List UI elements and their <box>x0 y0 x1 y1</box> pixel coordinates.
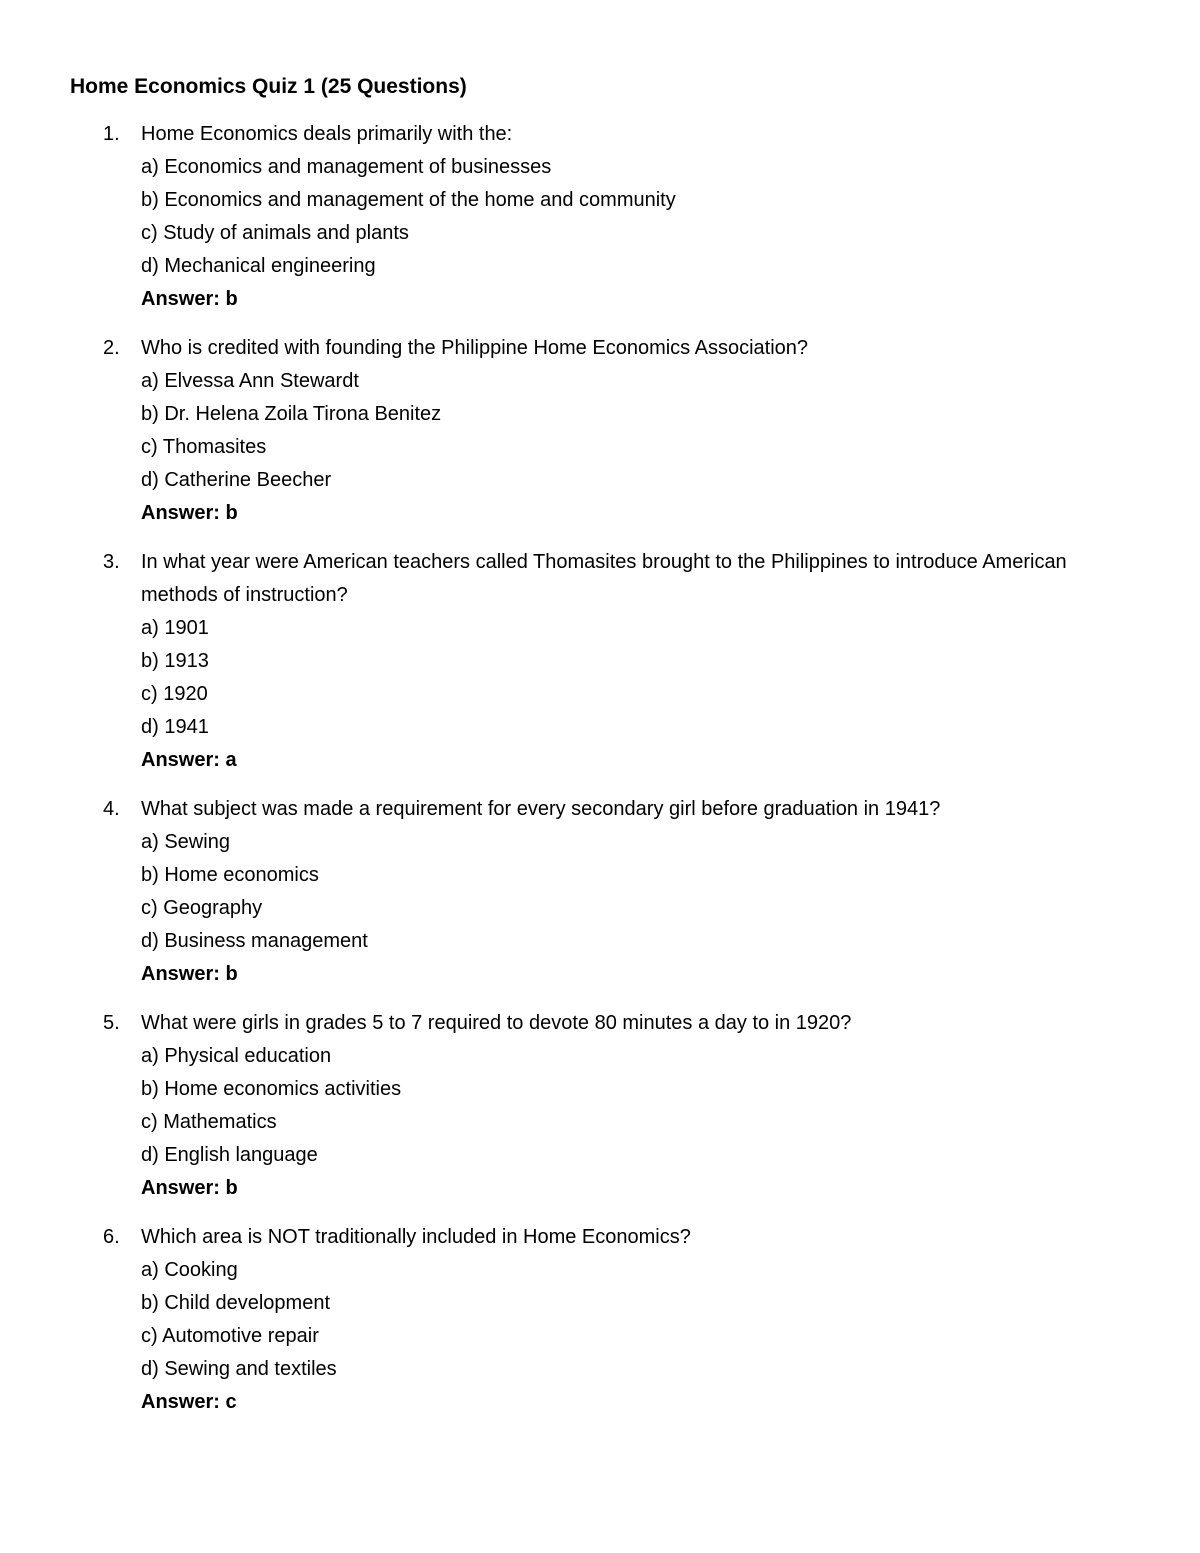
question-text: What were girls in grades 5 to 7 required to devote 80 minutes a day to in 1920? <box>141 1012 852 1034</box>
question-number: 2. <box>103 337 120 359</box>
question-number: 6. <box>103 1226 120 1248</box>
answer-option: b) Home economics activities <box>141 1078 402 1100</box>
question-item <box>70 793 1130 991</box>
answer-option: a) Economics and management of businesses <box>141 156 552 178</box>
correct-answer: Answer: a <box>141 749 237 771</box>
correct-answer: Answer: b <box>141 1177 238 1199</box>
answer-option: c) Thomasites <box>141 436 267 458</box>
question-text: What subject was made a requirement for every secondary girl before graduation in 1941? <box>141 798 941 820</box>
correct-answer: Answer: b <box>141 502 238 524</box>
correct-answer: Answer: b <box>141 963 238 985</box>
question-number: 1. <box>103 123 120 145</box>
answer-option: a) Cooking <box>141 1259 238 1281</box>
answer-option: d) 1941 <box>141 716 209 738</box>
question-item <box>70 118 1130 316</box>
question-number: 5. <box>103 1012 120 1034</box>
answer-option: d) Business management <box>141 930 368 952</box>
answer-options <box>141 1254 1130 1386</box>
answer-option: b) Child development <box>141 1292 330 1314</box>
question-item <box>70 1221 1130 1419</box>
answer-option: a) 1901 <box>141 617 209 639</box>
correct-answer: Answer: c <box>141 1391 237 1413</box>
document-title: Home Economics Quiz 1 (25 Questions) <box>70 75 467 98</box>
answer-option: c) 1920 <box>141 683 208 705</box>
question-number: 4. <box>103 798 120 820</box>
answer-option: d) Catherine Beecher <box>141 469 332 491</box>
answer-option: a) Elvessa Ann Stewardt <box>141 370 359 392</box>
answer-options <box>141 151 1130 283</box>
question-item <box>70 1007 1130 1205</box>
answer-option: b) Home economics <box>141 864 319 886</box>
answer-options <box>141 1040 1130 1172</box>
answer-option: b) Dr. Helena Zoila Tirona Benitez <box>141 403 442 425</box>
correct-answer: Answer: b <box>141 288 238 310</box>
answer-option: c) Automotive repair <box>141 1325 319 1347</box>
answer-option: d) Sewing and textiles <box>141 1358 337 1380</box>
question-item <box>70 332 1130 530</box>
answer-option: d) Mechanical engineering <box>141 255 376 277</box>
question-text: In what year were American teachers called Thomasites brought to the Philippines to introduce American methods of instruction? <box>141 551 1067 606</box>
answer-option: c) Geography <box>141 897 263 919</box>
answer-option: a) Physical education <box>141 1045 332 1067</box>
answer-option: c) Study of animals and plants <box>141 222 409 244</box>
question-text: Home Economics deals primarily with the: <box>141 123 513 145</box>
answer-option: b) Economics and management of the home and community <box>141 189 676 211</box>
answer-option: c) Mathematics <box>141 1111 277 1133</box>
answer-options <box>141 612 1130 744</box>
answer-options <box>141 365 1130 497</box>
answer-option: b) 1913 <box>141 650 209 672</box>
answer-options <box>141 826 1130 958</box>
question-number: 3. <box>103 551 120 573</box>
question-item <box>70 546 1130 777</box>
question-list <box>70 118 1130 1419</box>
question-text: Who is credited with founding the Philippine Home Economics Association? <box>141 337 809 359</box>
question-text: Which area is NOT traditionally included in Home Economics? <box>141 1226 691 1248</box>
answer-option: a) Sewing <box>141 831 230 853</box>
answer-option: d) English language <box>141 1144 318 1166</box>
